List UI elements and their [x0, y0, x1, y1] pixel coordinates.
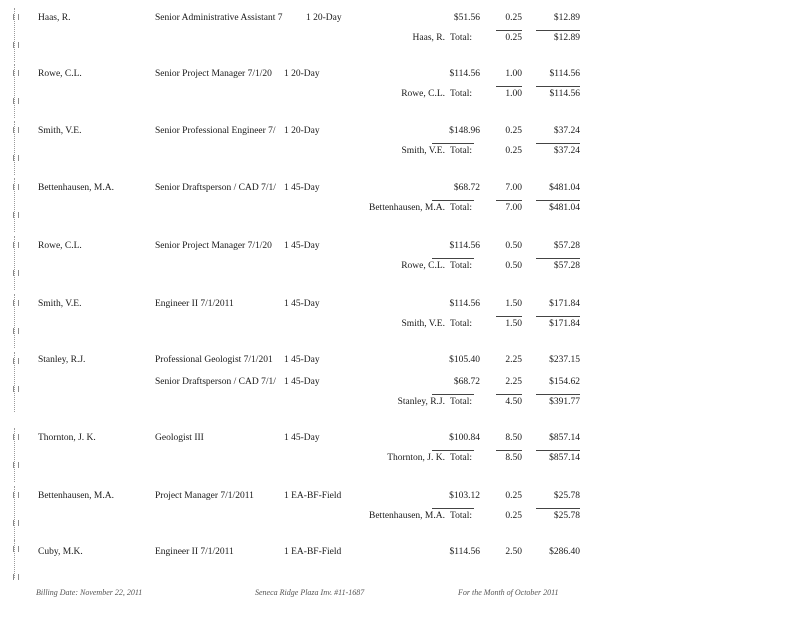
job-title: Geologist III [155, 433, 204, 443]
subtotal-rule [496, 200, 522, 201]
hours: 8.50 [505, 433, 522, 443]
hourly-rate: $100.84 [449, 433, 480, 443]
employee-name: Haas, R. [38, 13, 71, 23]
billing-code: 1 45-Day [284, 377, 320, 387]
total-hours: 1.50 [505, 319, 522, 329]
subtotal-rule [536, 143, 580, 144]
subtotal-rule [536, 258, 580, 259]
employee-name: Smith, V.E. [38, 299, 82, 309]
total-amount: $857.14 [549, 453, 580, 463]
employee-name: Smith, V.E. [38, 126, 82, 136]
amount: $37.24 [553, 126, 580, 136]
total-employee-name: Thornton, J. K. [387, 453, 445, 463]
binding-edge-marks [14, 540, 23, 578]
total-label: Total: [450, 453, 473, 463]
amount: $171.84 [549, 299, 580, 309]
employee-name: Stanley, R.J. [38, 355, 86, 365]
employee-name: Rowe, C.L. [38, 69, 82, 79]
billing-code: 1 20-Day [284, 69, 320, 79]
job-title: Engineer II 7/1/2011 [155, 547, 234, 557]
total-employee-name: Bettenhausen, M.A. [369, 511, 445, 521]
hours: 1.50 [505, 299, 522, 309]
hours: 2.50 [505, 547, 522, 557]
project-invoice: Seneca Ridge Plaza Inv. #11-1687 [255, 588, 365, 597]
subtotal-rule [432, 508, 474, 509]
subtotal-rule [536, 86, 580, 87]
hours: 0.25 [505, 491, 522, 501]
subtotal-rule [432, 450, 474, 451]
binding-edge-marks [14, 486, 23, 540]
job-title: Senior Professional Engineer 7/ [155, 126, 276, 136]
job-title: Professional Geologist 7/1/201 [155, 355, 273, 365]
job-title: Senior Draftsperson / CAD 7/1/ [155, 183, 276, 193]
page-footer [0, 588, 800, 602]
hourly-rate: $105.40 [449, 355, 480, 365]
binding-edge-marks [14, 121, 23, 175]
amount: $114.56 [549, 69, 580, 79]
total-employee-name: Rowe, C.L. [401, 89, 445, 99]
employee-entry [0, 178, 800, 236]
total-amount: $57.28 [553, 261, 580, 271]
total-amount: $25.78 [553, 511, 580, 521]
subtotal-rule [432, 394, 474, 395]
billing-code: 1 EA-BF-Field [284, 491, 342, 501]
job-title: Senior Administrative Assistant 7 [155, 13, 283, 23]
subtotal-rule [536, 508, 580, 509]
binding-edge-marks [14, 352, 23, 412]
billing-code: 1 20-Day [284, 126, 320, 136]
total-amount: $114.56 [549, 89, 580, 99]
employee-name: Cuby, M.K. [38, 547, 83, 557]
amount: $57.28 [553, 241, 580, 251]
job-title: Senior Draftsperson / CAD 7/1/ [155, 377, 276, 387]
subtotal-rule [496, 86, 522, 87]
total-hours: 0.25 [505, 146, 522, 156]
hourly-rate: $114.56 [449, 299, 480, 309]
amount: $237.15 [549, 355, 580, 365]
employee-entry [0, 121, 800, 179]
subtotal-rule [496, 450, 522, 451]
binding-edge-marks [14, 8, 23, 62]
amount: $481.04 [549, 183, 580, 193]
hours: 7.00 [505, 183, 522, 193]
hours: 2.25 [505, 355, 522, 365]
hourly-rate: $51.56 [453, 13, 480, 23]
employee-name: Bettenhausen, M.A. [38, 183, 114, 193]
binding-edge-marks [14, 236, 23, 290]
total-employee-name: Smith, V.E. [401, 146, 445, 156]
binding-edge-marks [14, 294, 23, 348]
job-title: Project Manager 7/1/2011 [155, 491, 254, 501]
hours: 0.25 [505, 13, 522, 23]
amount: $12.89 [553, 13, 580, 23]
subtotal-rule [496, 394, 522, 395]
hourly-rate: $114.56 [449, 547, 480, 557]
employee-entry [0, 540, 800, 580]
hours: 0.25 [505, 126, 522, 136]
total-label: Total: [450, 33, 473, 43]
total-label: Total: [450, 89, 473, 99]
employee-entry [0, 428, 800, 486]
employee-name: Rowe, C.L. [38, 241, 82, 251]
total-employee-name: Bettenhausen, M.A. [369, 203, 445, 213]
billing-date: Billing Date: November 22, 2011 [36, 588, 143, 597]
job-title: Engineer II 7/1/2011 [155, 299, 234, 309]
subtotal-rule [536, 316, 580, 317]
total-label: Total: [450, 397, 473, 407]
total-amount: $37.24 [553, 146, 580, 156]
billing-code: 1 45-Day [284, 355, 320, 365]
subtotal-rule [432, 143, 474, 144]
total-hours: 0.25 [505, 511, 522, 521]
subtotal-rule [536, 450, 580, 451]
total-employee-name: Haas, R. [412, 33, 445, 43]
hourly-rate: $103.12 [449, 491, 480, 501]
binding-edge-marks [14, 178, 23, 232]
amount: $857.14 [549, 433, 580, 443]
hourly-rate: $68.72 [453, 183, 480, 193]
total-employee-name: Smith, V.E. [401, 319, 445, 329]
hourly-rate: $148.96 [449, 126, 480, 136]
total-hours: 8.50 [505, 453, 522, 463]
total-amount: $391.77 [549, 397, 580, 407]
job-title: Senior Project Manager 7/1/20 [155, 69, 272, 79]
employee-name: Bettenhausen, M.A. [38, 491, 114, 501]
subtotal-rule [536, 30, 580, 31]
employee-entry [0, 8, 800, 66]
total-hours: 1.00 [505, 89, 522, 99]
amount: $25.78 [553, 491, 580, 501]
job-title: Senior Project Manager 7/1/20 [155, 241, 272, 251]
employee-name: Thornton, J. K. [38, 433, 96, 443]
hourly-rate: $114.56 [449, 69, 480, 79]
billing-code: 1 45-Day [284, 183, 320, 193]
billing-code: 1 45-Day [284, 299, 320, 309]
binding-edge-marks [14, 428, 23, 482]
total-hours: 0.25 [505, 33, 522, 43]
hours: 2.25 [505, 377, 522, 387]
total-label: Total: [450, 319, 473, 329]
total-employee-name: Rowe, C.L. [401, 261, 445, 271]
total-employee-name: Stanley, R.J. [397, 397, 445, 407]
binding-edge-marks [14, 64, 23, 118]
billing-code: 1 45-Day [284, 433, 320, 443]
subtotal-rule [536, 200, 580, 201]
total-label: Total: [450, 146, 473, 156]
billing-code: 1 EA-BF-Field [284, 547, 342, 557]
hourly-rate: $114.56 [449, 241, 480, 251]
amount: $286.40 [549, 547, 580, 557]
total-amount: $481.04 [549, 203, 580, 213]
total-hours: 4.50 [505, 397, 522, 407]
subtotal-rule [496, 30, 522, 31]
subtotal-rule [536, 394, 580, 395]
billing-code: 1 45-Day [284, 241, 320, 251]
amount: $154.62 [549, 377, 580, 387]
billing-code: 1 20-Day [306, 13, 342, 23]
hours: 0.50 [505, 241, 522, 251]
employee-entry [0, 352, 800, 414]
total-amount: $12.89 [553, 33, 580, 43]
total-label: Total: [450, 511, 473, 521]
total-label: Total: [450, 203, 473, 213]
subtotal-rule [496, 316, 522, 317]
total-hours: 0.50 [505, 261, 522, 271]
employee-entry [0, 486, 800, 544]
subtotal-rule [432, 200, 474, 201]
hours: 1.00 [505, 69, 522, 79]
employee-entry [0, 294, 800, 352]
billing-period: For the Month of October 2011 [458, 588, 559, 597]
total-amount: $171.84 [549, 319, 580, 329]
total-label: Total: [450, 261, 473, 271]
subtotal-rule [432, 258, 474, 259]
hourly-rate: $68.72 [453, 377, 480, 387]
employee-entry [0, 236, 800, 294]
total-hours: 7.00 [505, 203, 522, 213]
employee-entry [0, 64, 800, 122]
